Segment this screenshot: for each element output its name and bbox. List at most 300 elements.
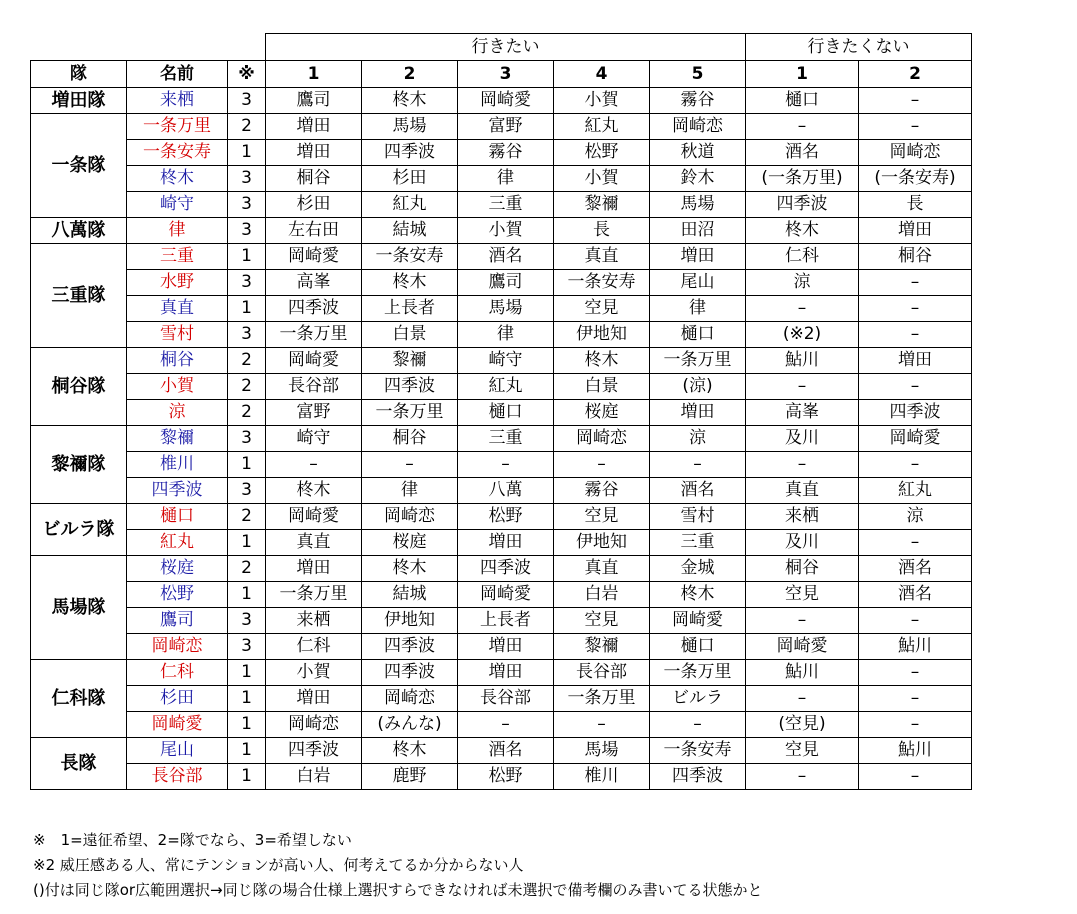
want-cell: 白景 <box>554 374 650 400</box>
want-cell: 一条安寿 <box>362 244 458 270</box>
not-want-cell: 仁科 <box>746 244 859 270</box>
member-name: 紅丸 <box>127 530 228 556</box>
member-name: 椎川 <box>127 452 228 478</box>
not-want-cell: 増田 <box>859 218 972 244</box>
table-row <box>31 400 972 426</box>
member-mark: 3 <box>228 322 266 348</box>
member-name: 来栖 <box>127 88 228 114</box>
want-cell: 黎禰 <box>554 192 650 218</box>
not-want-cell: – <box>859 686 972 712</box>
want-cell: 馬場 <box>650 192 746 218</box>
member-mark: 1 <box>228 738 266 764</box>
want-cell: 増田 <box>266 686 362 712</box>
member-mark: 3 <box>228 478 266 504</box>
member-name: 杉田 <box>127 686 228 712</box>
member-name: 四季波 <box>127 478 228 504</box>
not-want-cell: 鮎川 <box>859 634 972 660</box>
not-want-cell: 涼 <box>859 504 972 530</box>
want-cell: 増田 <box>458 660 554 686</box>
want-cell: 樋口 <box>650 634 746 660</box>
want-cell: 樋口 <box>458 400 554 426</box>
want-cell: 鷹司 <box>458 270 554 296</box>
table-row <box>31 140 972 166</box>
want-cell: 長 <box>554 218 650 244</box>
member-mark: 1 <box>228 764 266 790</box>
want-cell: 真直 <box>554 556 650 582</box>
not-want-cell: 柊木 <box>746 218 859 244</box>
not-want-cell: – <box>859 88 972 114</box>
member-name: 柊木 <box>127 166 228 192</box>
squad-name: 三重隊 <box>31 244 127 348</box>
want-cell: 崎守 <box>458 348 554 374</box>
want-cell: 黎禰 <box>554 634 650 660</box>
want-cell: 白岩 <box>266 764 362 790</box>
member-mark: 1 <box>228 452 266 478</box>
header-mark: ※ <box>228 61 266 88</box>
want-cell: 長谷部 <box>458 686 554 712</box>
want-cell: – <box>650 712 746 738</box>
want-cell: 四季波 <box>266 738 362 764</box>
not-want-cell: 桐谷 <box>746 556 859 582</box>
want-cell: 富野 <box>266 400 362 426</box>
want-cell: 一条万里 <box>266 582 362 608</box>
member-name: 崎守 <box>127 192 228 218</box>
want-cell: 柊木 <box>362 270 458 296</box>
want-cell: 尾山 <box>650 270 746 296</box>
member-mark: 2 <box>228 374 266 400</box>
want-cell: 桜庭 <box>554 400 650 426</box>
member-name: 桐谷 <box>127 348 228 374</box>
want-cell: 松野 <box>458 764 554 790</box>
want-cell: 雪村 <box>650 504 746 530</box>
want-cell: 霧谷 <box>554 478 650 504</box>
want-cell: 三重 <box>458 426 554 452</box>
member-name: 桜庭 <box>127 556 228 582</box>
member-mark: 1 <box>228 296 266 322</box>
squad-name: 一条隊 <box>31 114 127 218</box>
squad-name: 増田隊 <box>31 88 127 114</box>
not-want-cell: – <box>746 452 859 478</box>
member-name: 水野 <box>127 270 228 296</box>
note-1: ※ 1=遠征希望、2=隊でなら、3=希望しない <box>33 831 352 849</box>
member-name: 松野 <box>127 582 228 608</box>
not-want-cell: 涼 <box>746 270 859 296</box>
want-cell: 柊木 <box>362 556 458 582</box>
want-cell: – <box>458 452 554 478</box>
want-cell: 岡崎愛 <box>650 608 746 634</box>
want-cell: 馬場 <box>554 738 650 764</box>
not-want-cell: 真直 <box>746 478 859 504</box>
want-cell: 長谷部 <box>266 374 362 400</box>
table-row <box>31 244 972 270</box>
want-cell: 岡崎恋 <box>362 504 458 530</box>
table-row <box>31 504 972 530</box>
want-cell: 増田 <box>266 140 362 166</box>
squad-name: 馬場隊 <box>31 556 127 660</box>
want-cell: 小賀 <box>266 660 362 686</box>
table-row <box>31 530 972 556</box>
want-cell: 結城 <box>362 582 458 608</box>
want-cell: 馬場 <box>362 114 458 140</box>
want-cell: 四季波 <box>458 556 554 582</box>
want-cell: 富野 <box>458 114 554 140</box>
want-cell: 律 <box>650 296 746 322</box>
squad-name: 八萬隊 <box>31 218 127 244</box>
not-want-cell: – <box>859 452 972 478</box>
want-cell: 来栖 <box>266 608 362 634</box>
want-cell: 田沼 <box>650 218 746 244</box>
member-name: 尾山 <box>127 738 228 764</box>
not-want-cell: 空見 <box>746 738 859 764</box>
want-cell: 四季波 <box>362 634 458 660</box>
not-want-cell: (一条安寿) <box>859 166 972 192</box>
header-column-row <box>31 61 972 88</box>
member-name: 雪村 <box>127 322 228 348</box>
want-cell: 上長者 <box>362 296 458 322</box>
want-cell: 岡崎愛 <box>266 348 362 374</box>
member-name: 鷹司 <box>127 608 228 634</box>
want-cell: 杉田 <box>362 166 458 192</box>
member-mark: 1 <box>228 244 266 270</box>
member-name: 樋口 <box>127 504 228 530</box>
member-mark: 2 <box>228 348 266 374</box>
want-cell: 松野 <box>458 504 554 530</box>
want-cell: 空見 <box>554 504 650 530</box>
header-squad: 隊 <box>31 61 127 88</box>
want-cell: 上長者 <box>458 608 554 634</box>
table-row <box>31 166 972 192</box>
not-want-cell: 岡崎愛 <box>746 634 859 660</box>
member-name: 黎禰 <box>127 426 228 452</box>
want-cell: 真直 <box>554 244 650 270</box>
want-cell: 桐谷 <box>362 426 458 452</box>
want-cell: 椎川 <box>554 764 650 790</box>
want-cell: 真直 <box>266 530 362 556</box>
want-cell: 岡崎愛 <box>458 88 554 114</box>
want-cell: 紅丸 <box>458 374 554 400</box>
want-cell: 柊木 <box>266 478 362 504</box>
table-row <box>31 426 972 452</box>
want-cell: (みんな) <box>362 712 458 738</box>
not-want-cell: 岡崎恋 <box>859 140 972 166</box>
member-mark: 2 <box>228 400 266 426</box>
want-cell: 増田 <box>458 634 554 660</box>
not-want-cell: – <box>859 712 972 738</box>
want-cell: 一条万里 <box>266 322 362 348</box>
not-want-cell: – <box>746 764 859 790</box>
not-want-cell: 及川 <box>746 426 859 452</box>
want-cell: 一条安寿 <box>650 738 746 764</box>
squad-name: 仁科隊 <box>31 660 127 738</box>
want-cell: 伊地知 <box>362 608 458 634</box>
not-want-cell: 来栖 <box>746 504 859 530</box>
want-cell: 高峯 <box>266 270 362 296</box>
member-name: 小賀 <box>127 374 228 400</box>
want-cell: 柊木 <box>650 582 746 608</box>
table-row <box>31 478 972 504</box>
table-row <box>31 374 972 400</box>
want-cell: – <box>554 452 650 478</box>
header-name: 名前 <box>127 61 228 88</box>
not-want-cell: 高峯 <box>746 400 859 426</box>
want-cell: 増田 <box>266 114 362 140</box>
member-name: 真直 <box>127 296 228 322</box>
member-mark: 3 <box>228 88 266 114</box>
want-cell: – <box>650 452 746 478</box>
want-cell: 霧谷 <box>650 88 746 114</box>
want-cell: 結城 <box>362 218 458 244</box>
want-cell: 霧谷 <box>458 140 554 166</box>
want-cell: 杉田 <box>266 192 362 218</box>
want-cell: 酒名 <box>458 244 554 270</box>
not-want-cell: – <box>746 608 859 634</box>
table-row <box>31 660 972 686</box>
not-want-cell: 鮎川 <box>859 738 972 764</box>
not-want-cell: – <box>859 114 972 140</box>
want-cell: 鷹司 <box>266 88 362 114</box>
not-want-cell: – <box>746 686 859 712</box>
want-cell: – <box>362 452 458 478</box>
member-mark: 3 <box>228 218 266 244</box>
table-row <box>31 556 972 582</box>
not-want-cell: 鮎川 <box>746 348 859 374</box>
not-want-cell: – <box>746 114 859 140</box>
header-want-group: 行きたい <box>266 34 746 61</box>
member-name: 一条万里 <box>127 114 228 140</box>
want-cell: 増田 <box>266 556 362 582</box>
member-mark: 1 <box>228 660 266 686</box>
member-mark: 3 <box>228 270 266 296</box>
squad-name: 黎禰隊 <box>31 426 127 504</box>
table-row <box>31 218 972 244</box>
member-name: 仁科 <box>127 660 228 686</box>
table-row <box>31 634 972 660</box>
member-name: 三重 <box>127 244 228 270</box>
table-row <box>31 88 972 114</box>
member-name: 長谷部 <box>127 764 228 790</box>
want-cell: 馬場 <box>458 296 554 322</box>
want-cell: 四季波 <box>362 140 458 166</box>
header-want-5: 5 <box>650 61 746 88</box>
table-row <box>31 322 972 348</box>
not-want-cell: – <box>859 270 972 296</box>
header-want-2: 2 <box>362 61 458 88</box>
not-want-cell: 鮎川 <box>746 660 859 686</box>
member-mark: 3 <box>228 192 266 218</box>
want-cell: 増田 <box>650 244 746 270</box>
want-cell: 柊木 <box>554 348 650 374</box>
want-cell: – <box>458 712 554 738</box>
want-cell: 松野 <box>554 140 650 166</box>
want-cell: 岡崎愛 <box>266 504 362 530</box>
not-want-cell: 酒名 <box>859 582 972 608</box>
table-row <box>31 738 972 764</box>
table-row <box>31 608 972 634</box>
header-blank <box>31 34 266 61</box>
member-mark: 2 <box>228 556 266 582</box>
header-want-1: 1 <box>266 61 362 88</box>
want-cell: 鈴木 <box>650 166 746 192</box>
squad-name: 長隊 <box>31 738 127 790</box>
want-cell: 三重 <box>458 192 554 218</box>
want-cell: 黎禰 <box>362 348 458 374</box>
want-cell: 一条安寿 <box>554 270 650 296</box>
want-cell: 一条万里 <box>650 348 746 374</box>
squad-name: ビルラ隊 <box>31 504 127 556</box>
want-cell: ビルラ <box>650 686 746 712</box>
member-mark: 1 <box>228 140 266 166</box>
want-cell: 仁科 <box>266 634 362 660</box>
header-not-1: 1 <box>746 61 859 88</box>
header-not-2: 2 <box>859 61 972 88</box>
table-row <box>31 114 972 140</box>
note-3: ()付は同じ隊or広範囲選択→同じ隊の場合仕様上選択すらできなければ未選択で備考欄のみ書いてる状態かと <box>33 881 763 899</box>
want-cell: 小賀 <box>554 166 650 192</box>
want-cell: 岡崎恋 <box>266 712 362 738</box>
member-mark: 1 <box>228 712 266 738</box>
want-cell: 律 <box>362 478 458 504</box>
table-row <box>31 270 972 296</box>
want-cell: 桐谷 <box>266 166 362 192</box>
want-cell: 桜庭 <box>362 530 458 556</box>
want-cell: 四季波 <box>362 660 458 686</box>
want-cell: 柊木 <box>362 88 458 114</box>
squad-name: 桐谷隊 <box>31 348 127 426</box>
want-cell: 白岩 <box>554 582 650 608</box>
member-mark: 3 <box>228 608 266 634</box>
member-mark: 3 <box>228 166 266 192</box>
table-row <box>31 582 972 608</box>
not-want-cell: – <box>859 374 972 400</box>
want-cell: 岡崎愛 <box>266 244 362 270</box>
not-want-cell: 及川 <box>746 530 859 556</box>
want-cell: 酒名 <box>650 478 746 504</box>
want-cell: 四季波 <box>650 764 746 790</box>
want-cell: 涼 <box>650 426 746 452</box>
not-want-cell: (一条万里) <box>746 166 859 192</box>
not-want-cell: 酒名 <box>859 556 972 582</box>
table-row <box>31 452 972 478</box>
want-cell: 四季波 <box>362 374 458 400</box>
table-row <box>31 686 972 712</box>
member-mark: 2 <box>228 114 266 140</box>
member-name: 一条安寿 <box>127 140 228 166</box>
want-cell: 柊木 <box>362 738 458 764</box>
want-cell: 岡崎恋 <box>362 686 458 712</box>
not-want-cell: 紅丸 <box>859 478 972 504</box>
table-row <box>31 764 972 790</box>
not-want-cell: 酒名 <box>746 140 859 166</box>
not-want-cell: (空見) <box>746 712 859 738</box>
table-row <box>31 348 972 374</box>
want-cell: – <box>266 452 362 478</box>
header-not-group: 行きたくない <box>746 34 972 61</box>
member-mark: 1 <box>228 686 266 712</box>
not-want-cell: 四季波 <box>746 192 859 218</box>
not-want-cell: – <box>859 296 972 322</box>
want-cell: 一条万里 <box>362 400 458 426</box>
not-want-cell: 樋口 <box>746 88 859 114</box>
want-cell: 伊地知 <box>554 530 650 556</box>
not-want-cell: (※2) <box>746 322 859 348</box>
member-name: 岡崎愛 <box>127 712 228 738</box>
want-cell: 長谷部 <box>554 660 650 686</box>
want-cell: 律 <box>458 322 554 348</box>
member-mark: 1 <box>228 582 266 608</box>
want-cell: 鹿野 <box>362 764 458 790</box>
want-cell: 増田 <box>650 400 746 426</box>
not-want-cell: 桐谷 <box>859 244 972 270</box>
table-row <box>31 192 972 218</box>
want-cell: 四季波 <box>266 296 362 322</box>
header-want-3: 3 <box>458 61 554 88</box>
not-want-cell: – <box>746 374 859 400</box>
not-want-cell: 増田 <box>859 348 972 374</box>
want-cell: 三重 <box>650 530 746 556</box>
want-cell: 律 <box>458 166 554 192</box>
want-cell: 増田 <box>458 530 554 556</box>
not-want-cell: – <box>859 660 972 686</box>
table-row <box>31 296 972 322</box>
note-2: ※2 威圧感ある人、常にテンションが高い人、何考えてるか分からない人 <box>33 856 524 874</box>
want-cell: – <box>554 712 650 738</box>
want-cell: 紅丸 <box>554 114 650 140</box>
want-cell: 一条万里 <box>554 686 650 712</box>
not-want-cell: 岡崎愛 <box>859 426 972 452</box>
want-cell: 小賀 <box>554 88 650 114</box>
member-mark: 3 <box>228 634 266 660</box>
want-cell: 伊地知 <box>554 322 650 348</box>
not-want-cell: – <box>859 608 972 634</box>
want-cell: 一条万里 <box>650 660 746 686</box>
notes <box>33 828 762 903</box>
want-cell: 岡崎愛 <box>458 582 554 608</box>
not-want-cell: 空見 <box>746 582 859 608</box>
want-cell: 樋口 <box>650 322 746 348</box>
member-mark: 2 <box>228 504 266 530</box>
member-mark: 3 <box>228 426 266 452</box>
header-group-row <box>31 34 972 61</box>
want-cell: 空見 <box>554 296 650 322</box>
want-cell: 金城 <box>650 556 746 582</box>
not-want-cell: 長 <box>859 192 972 218</box>
want-cell: 小賀 <box>458 218 554 244</box>
member-name: 律 <box>127 218 228 244</box>
want-cell: 紅丸 <box>362 192 458 218</box>
not-want-cell: – <box>859 764 972 790</box>
member-mark: 1 <box>228 530 266 556</box>
member-name: 岡崎恋 <box>127 634 228 660</box>
not-want-cell: 四季波 <box>859 400 972 426</box>
not-want-cell: – <box>859 530 972 556</box>
not-want-cell: – <box>746 296 859 322</box>
want-cell: 秋道 <box>650 140 746 166</box>
member-name: 涼 <box>127 400 228 426</box>
want-cell: (涼) <box>650 374 746 400</box>
preference-table <box>30 33 972 790</box>
header-want-4: 4 <box>554 61 650 88</box>
want-cell: 白景 <box>362 322 458 348</box>
want-cell: 崎守 <box>266 426 362 452</box>
want-cell: 左右田 <box>266 218 362 244</box>
want-cell: 酒名 <box>458 738 554 764</box>
want-cell: 岡崎恋 <box>554 426 650 452</box>
want-cell: 八萬 <box>458 478 554 504</box>
not-want-cell: – <box>859 322 972 348</box>
want-cell: 空見 <box>554 608 650 634</box>
want-cell: 岡崎恋 <box>650 114 746 140</box>
table-row <box>31 712 972 738</box>
